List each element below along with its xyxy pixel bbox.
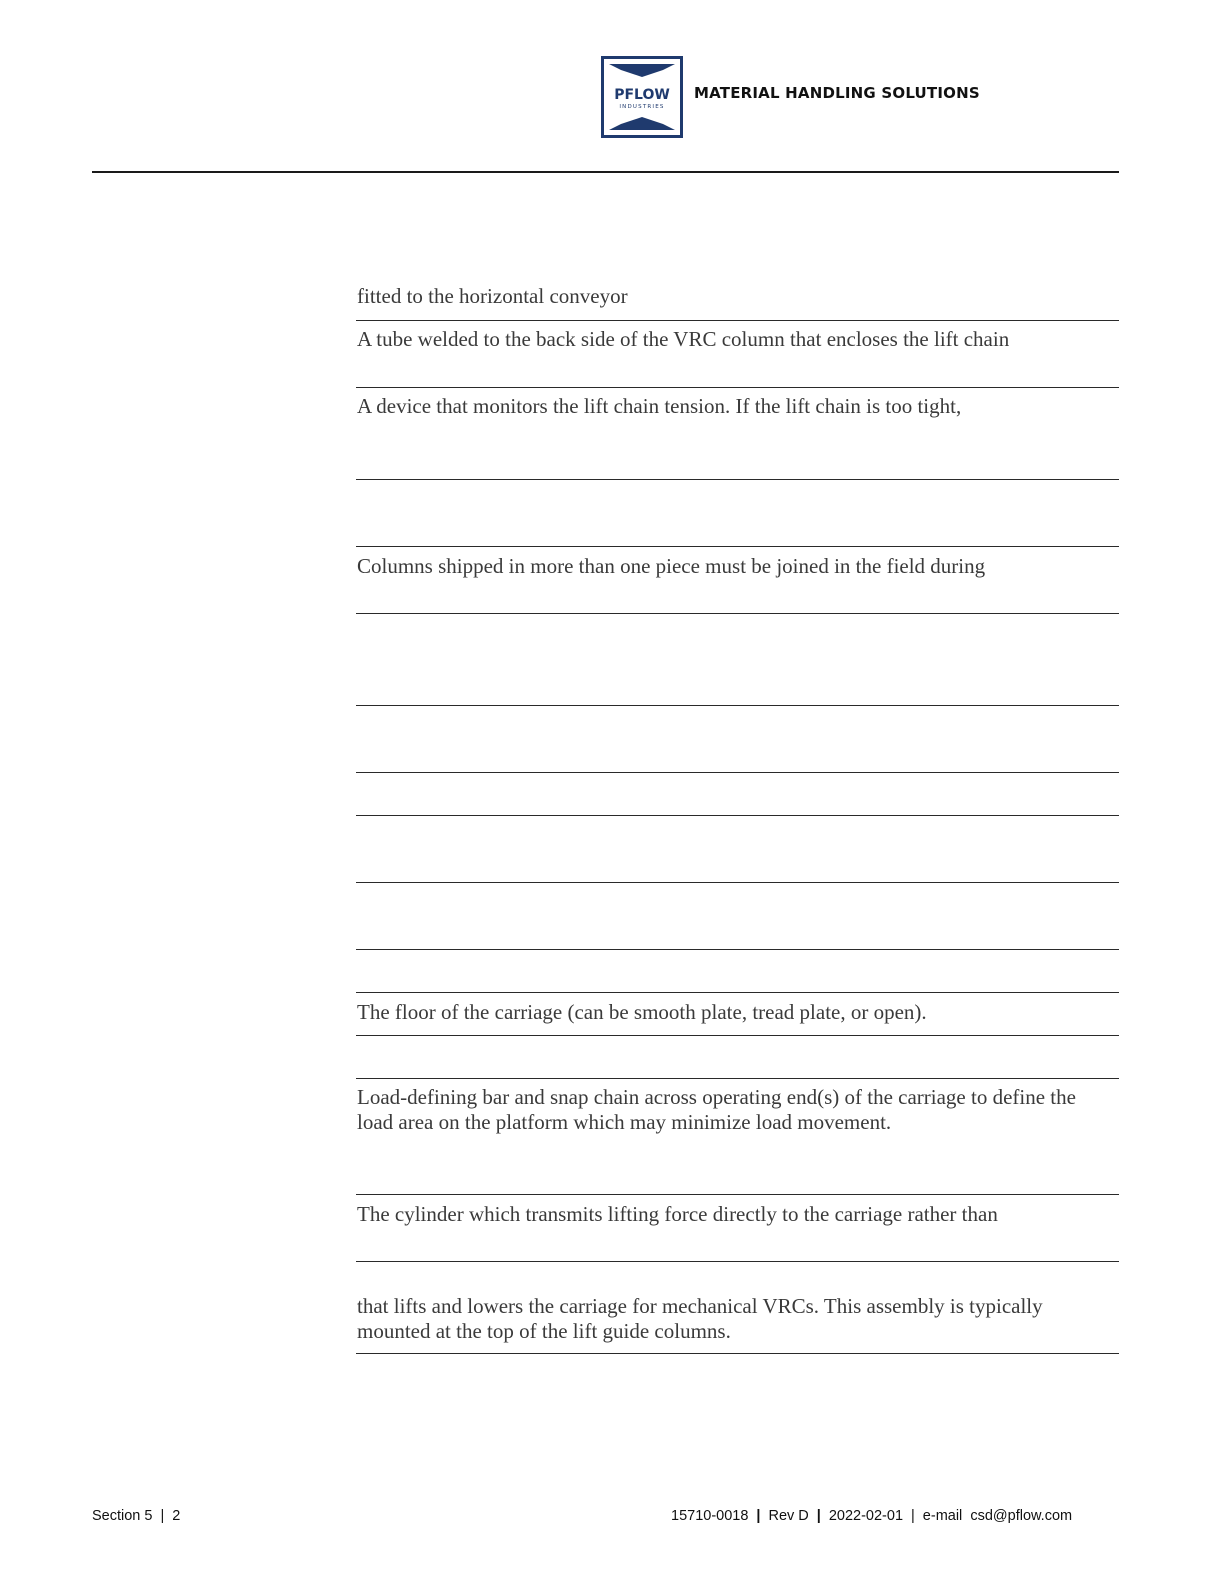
definition-text-2: A tube welded to the back side of the VRC column that encloses the lift chain [357, 327, 1010, 351]
footer-separator: | [160, 1508, 165, 1524]
definition-text-8: that lifts and lowers the carriage for mechanical VRCs. This assembly is typically mounted at the top of the lift guide columns. [357, 1294, 1043, 1343]
pflow-logo [601, 56, 683, 138]
table-rule [356, 949, 1119, 950]
table-rule [356, 772, 1119, 773]
footer-section [92, 1508, 180, 1524]
table-rule [356, 1194, 1119, 1195]
company-tagline: MATERIAL HANDLING SOLUTIONS [694, 84, 980, 102]
doc-number: 15710-0018 [671, 1508, 749, 1524]
table-rule [356, 992, 1119, 993]
table-rule [356, 1353, 1119, 1354]
page-number: 2 [172, 1508, 181, 1524]
table-rule [356, 1035, 1119, 1036]
definition-text-3: A device that monitors the lift chain tension. If the lift chain is too tight, [357, 394, 962, 418]
logo-subtitle: INDUSTRIES [619, 104, 665, 110]
footer-separator: | [756, 1508, 761, 1524]
footer-doc-info [671, 1508, 1072, 1524]
email-label: e-mail [922, 1508, 963, 1524]
table-rule [356, 546, 1119, 547]
email-address: csd@pflow.com [970, 1508, 1073, 1524]
definition-text-6: Load-defining bar and snap chain across operating end(s) of the carriage to define the load area on the platform which may minimize load movement. [357, 1085, 1076, 1134]
section-label: Section 5 [92, 1508, 153, 1524]
footer-separator: | [911, 1508, 915, 1524]
definition-text-1: fitted to the horizontal conveyor [357, 284, 628, 308]
definition-text-4: Columns shipped in more than one piece must be joined in the field during [357, 554, 986, 578]
table-rule [356, 882, 1119, 883]
definition-text-7: The cylinder which transmits lifting force directly to the carriage rather than [357, 1202, 998, 1226]
pflow-logo-icon [601, 56, 683, 138]
table-rule [356, 613, 1119, 614]
date: 2022-02-01 [828, 1508, 904, 1524]
table-rule [356, 320, 1119, 321]
table-rule [356, 1078, 1119, 1079]
footer-separator: | [816, 1508, 821, 1524]
table-rule [356, 815, 1119, 816]
table-rule [356, 479, 1119, 480]
table-rule [356, 387, 1119, 388]
revision: Rev D [768, 1508, 809, 1524]
table-rule [356, 705, 1119, 706]
definition-text-5: The floor of the carriage (can be smooth plate, tread plate, or open). [357, 1000, 927, 1024]
header-divider [92, 171, 1119, 173]
logo-wordmark: PFLOW [614, 87, 670, 103]
table-rule [356, 1261, 1119, 1262]
